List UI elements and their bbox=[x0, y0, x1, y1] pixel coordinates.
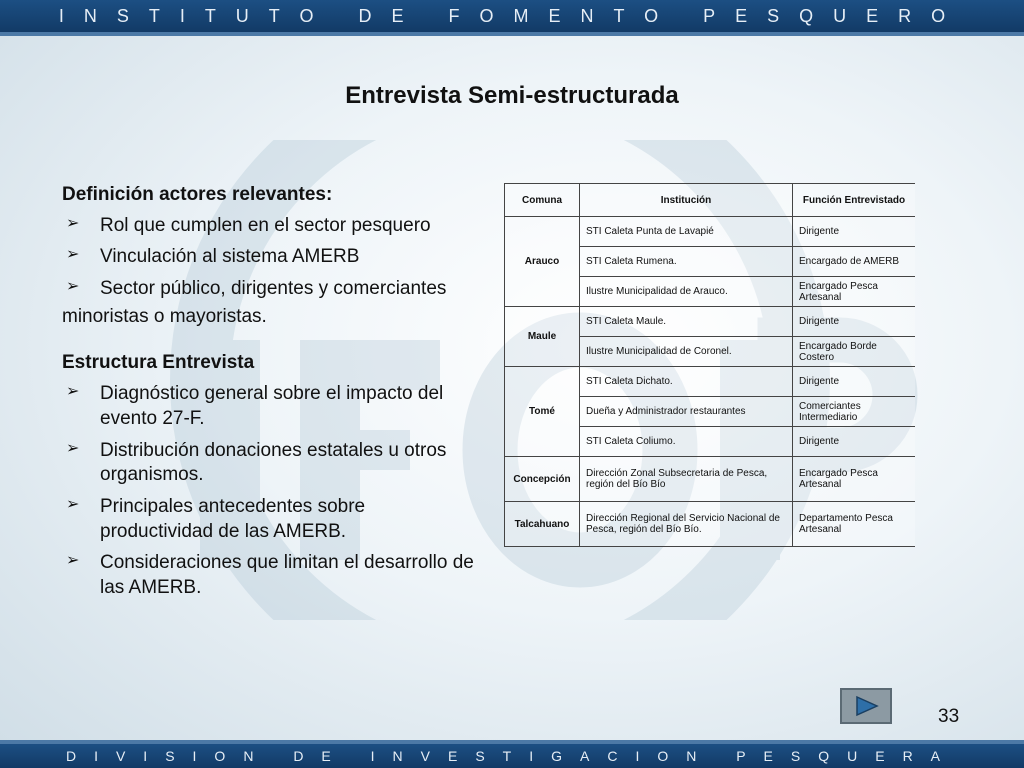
bullet-text: Sector público, dirigentes y comerciantes bbox=[100, 278, 447, 300]
cell-institucion: STI Caleta Dichato. bbox=[580, 367, 793, 397]
column-header-funcion: Función Entrevistado bbox=[793, 184, 916, 217]
table-row bbox=[505, 457, 916, 502]
list-item bbox=[62, 551, 482, 600]
next-slide-button[interactable] bbox=[840, 688, 892, 724]
section-heading-actors: Definición actores relevantes: bbox=[62, 184, 333, 205]
header-band-text: INSTITUTO DE FOMENTO PESQUERO bbox=[58, 5, 966, 26]
footer-band-text: DIVISION DE INVESTIGACION PESQUERA bbox=[65, 748, 959, 764]
slide-title: Entrevista Semi-estructurada bbox=[345, 82, 679, 109]
cell-funcion: Dirigente bbox=[793, 367, 916, 397]
cell-institucion: STI Caleta Coliumo. bbox=[580, 427, 793, 457]
table-row bbox=[505, 217, 916, 247]
bullet-text: Consideraciones que limitan el desarrollo de las AMERB. bbox=[100, 552, 474, 598]
list-item bbox=[62, 495, 482, 544]
header-accent-line bbox=[0, 32, 1024, 36]
cell-institucion: STI Caleta Rumena. bbox=[580, 247, 793, 277]
list-item bbox=[62, 214, 482, 239]
arrow-bullet-icon: ➢ bbox=[66, 383, 80, 401]
bullet-text: Vinculación al sistema AMERB bbox=[100, 246, 360, 268]
cell-funcion: Dirigente bbox=[793, 427, 916, 457]
content-column bbox=[62, 183, 482, 608]
cell-funcion: Encargado Pesca Artesanal bbox=[793, 457, 916, 502]
arrow-bullet-icon: ➢ bbox=[66, 495, 80, 513]
arrow-bullet-icon: ➢ bbox=[66, 552, 80, 570]
cell-institucion: STI Caleta Punta de Lavapié bbox=[580, 217, 793, 247]
next-arrow-icon bbox=[851, 694, 881, 718]
cell-funcion: Departamento Pesca Artesanal bbox=[793, 502, 916, 547]
column-header-institucion: Institución bbox=[580, 184, 793, 217]
cell-institucion: STI Caleta Maule. bbox=[580, 307, 793, 337]
section-heading-structure: Estructura Entrevista bbox=[62, 352, 255, 374]
arrow-bullet-icon: ➢ bbox=[66, 214, 80, 232]
page-number: 33 bbox=[938, 706, 960, 727]
cell-institucion: Dueña y Administrador restaurantes bbox=[580, 397, 793, 427]
cell-institucion: Ilustre Municipalidad de Coronel. bbox=[580, 337, 793, 367]
cell-institucion: Ilustre Municipalidad de Arauco. bbox=[580, 277, 793, 307]
cell-funcion: Encargado Borde Costero bbox=[793, 337, 916, 367]
arrow-bullet-icon: ➢ bbox=[66, 439, 80, 457]
cell-institucion: Dirección Regional del Servicio Nacional de Pesca, región del Bío Bío. bbox=[580, 502, 793, 547]
bullet-text: Distribución donaciones estatales u otros organismos. bbox=[100, 439, 447, 486]
cell-funcion: Dirigente bbox=[793, 307, 916, 337]
bullet-text: Diagnóstico general sobre el impacto del evento 27-F. bbox=[100, 383, 444, 429]
cell-comuna: Tomé bbox=[505, 367, 580, 457]
footer-band bbox=[0, 744, 1024, 768]
bullet-continuation: minoristas o mayoristas. bbox=[62, 305, 267, 327]
arrow-bullet-icon: ➢ bbox=[66, 278, 80, 296]
cell-funcion: Comerciantes Intermediario bbox=[793, 397, 916, 427]
bullet-text: Principales antecedentes sobre productividad de las AMERB. bbox=[100, 495, 366, 542]
table-row bbox=[505, 502, 916, 547]
column-header-comuna: Comuna bbox=[505, 184, 580, 217]
structure-bullet-list bbox=[62, 382, 482, 601]
list-item bbox=[62, 439, 482, 488]
list-item bbox=[62, 245, 482, 270]
cell-comuna: Concepción bbox=[505, 457, 580, 502]
cell-institucion: Dirección Zonal Subsecretaria de Pesca, región del Bío Bío bbox=[580, 457, 793, 502]
actors-bullet-list bbox=[62, 214, 482, 302]
list-item bbox=[62, 277, 482, 302]
interviewees-table bbox=[504, 183, 915, 547]
bullet-text: Rol que cumplen en el sector pesquero bbox=[100, 214, 431, 236]
table-row bbox=[505, 307, 916, 337]
arrow-bullet-icon: ➢ bbox=[66, 246, 80, 264]
cell-funcion: Encargado Pesca Artesanal bbox=[793, 277, 916, 307]
cell-funcion: Dirigente bbox=[793, 217, 916, 247]
list-item bbox=[62, 382, 482, 431]
cell-comuna: Maule bbox=[505, 307, 580, 367]
cell-funcion: Encargado de AMERB bbox=[793, 247, 916, 277]
table-header-row bbox=[505, 184, 916, 217]
cell-comuna: Arauco bbox=[505, 217, 580, 307]
header-band bbox=[0, 0, 1024, 32]
table-row bbox=[505, 367, 916, 397]
cell-comuna: Talcahuano bbox=[505, 502, 580, 547]
